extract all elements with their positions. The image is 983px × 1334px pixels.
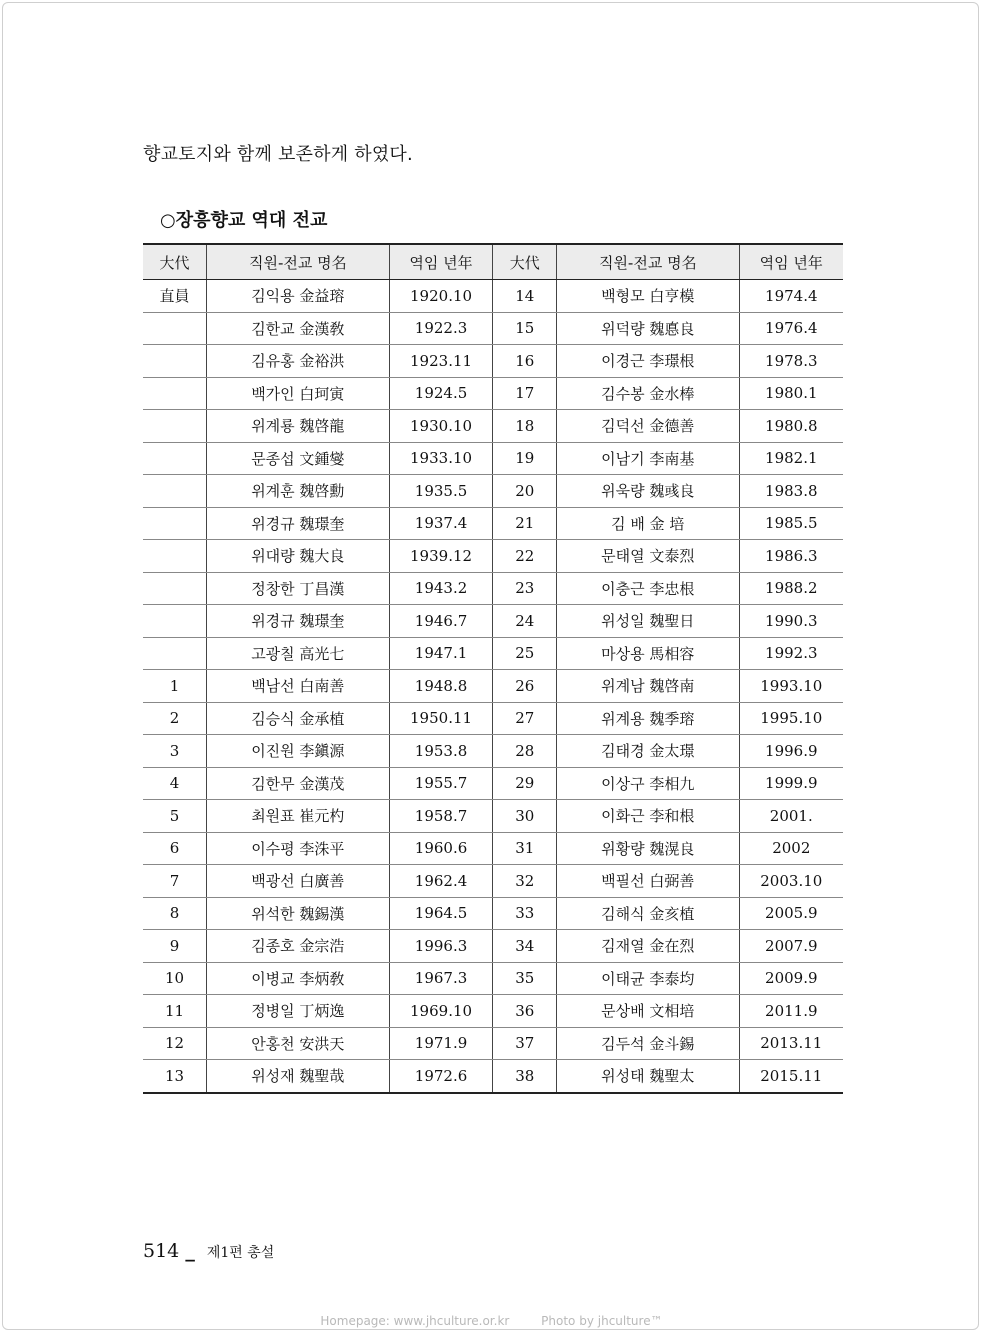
cell-era-right: 31: [493, 832, 557, 865]
cell-name-right: 문태열 文泰烈: [557, 540, 740, 573]
cell-year-right: 2002: [739, 832, 843, 865]
cell-name-left: 정창한 丁昌漢: [207, 572, 390, 605]
cell-name-left: 김종호 金宗浩: [207, 930, 390, 963]
cell-year-left: 1971.9: [389, 1027, 493, 1060]
officials-table: [143, 243, 843, 1094]
table-row: [143, 377, 843, 410]
cell-name-right: 위욱량 魏彧良: [557, 475, 740, 508]
cell-year-left: 1969.10: [389, 995, 493, 1028]
header-year-left: 역임 년年: [389, 244, 493, 280]
cell-year-left: 1950.11: [389, 702, 493, 735]
cell-year-left: 1930.10: [389, 410, 493, 443]
cell-name-right: 문상배 文相培: [557, 995, 740, 1028]
cell-year-left: 1937.4: [389, 507, 493, 540]
cell-year-left: 1972.6: [389, 1060, 493, 1093]
cell-era-left: [143, 345, 207, 378]
cell-name-left: 문종섭 文鍾燮: [207, 442, 390, 475]
cell-name-right: 마상용 馬相容: [557, 637, 740, 670]
cell-era-left: [143, 637, 207, 670]
cell-era-right: 35: [493, 962, 557, 995]
cell-name-right: 이충근 李忠根: [557, 572, 740, 605]
table-row: [143, 995, 843, 1028]
cell-era-right: 37: [493, 1027, 557, 1060]
cell-era-right: 21: [493, 507, 557, 540]
cell-name-right: 김수봉 金水棒: [557, 377, 740, 410]
cell-era-right: 26: [493, 670, 557, 703]
cell-name-right: 이화근 李和根: [557, 800, 740, 833]
table-row: [143, 962, 843, 995]
part-label: 제1편 총설: [206, 1245, 275, 1261]
table-row: [143, 572, 843, 605]
cell-year-left: 1948.8: [389, 670, 493, 703]
cell-name-left: 김한교 金漢敎: [207, 312, 390, 345]
cell-era-left: 4: [143, 767, 207, 800]
cell-era-right: 33: [493, 897, 557, 930]
cell-name-right: 이경근 李璟根: [557, 345, 740, 378]
cell-era-right: 18: [493, 410, 557, 443]
cell-name-right: 위계남 魏啓南: [557, 670, 740, 703]
intro-text: 향교토지와 함께 보존하게 하였다.: [143, 144, 413, 165]
cell-era-right: 14: [493, 280, 557, 313]
cell-year-right: 1974.4: [739, 280, 843, 313]
header-year-right: 역임 년年: [739, 244, 843, 280]
table-row: [143, 930, 843, 963]
cell-name-right: 김재열 金在烈: [557, 930, 740, 963]
cell-era-right: 19: [493, 442, 557, 475]
cell-era-left: [143, 605, 207, 638]
footer-separator: _: [185, 1240, 195, 1262]
cell-year-left: 1943.2: [389, 572, 493, 605]
cell-year-right: 1996.9: [739, 735, 843, 768]
table-row: [143, 897, 843, 930]
watermark: [0, 1314, 983, 1328]
cell-year-right: 1992.3: [739, 637, 843, 670]
cell-year-left: 1947.1: [389, 637, 493, 670]
cell-year-left: 1920.10: [389, 280, 493, 313]
cell-year-right: 2011.9: [739, 995, 843, 1028]
cell-era-right: 17: [493, 377, 557, 410]
table-row: [143, 832, 843, 865]
cell-era-right: 22: [493, 540, 557, 573]
cell-year-right: 2005.9: [739, 897, 843, 930]
cell-name-right: 김두석 金斗錫: [557, 1027, 740, 1060]
cell-year-right: 2009.9: [739, 962, 843, 995]
cell-year-right: 1986.3: [739, 540, 843, 573]
cell-era-left: 直員: [143, 280, 207, 313]
cell-era-right: 25: [493, 637, 557, 670]
cell-era-left: [143, 377, 207, 410]
cell-name-right: 김 배 金 培: [557, 507, 740, 540]
cell-era-left: [143, 507, 207, 540]
cell-name-left: 위계룡 魏啓龍: [207, 410, 390, 443]
cell-era-left: [143, 442, 207, 475]
cell-era-right: 15: [493, 312, 557, 345]
table-row: [143, 312, 843, 345]
table-row: [143, 605, 843, 638]
cell-era-left: 8: [143, 897, 207, 930]
header-era-right: 大代: [493, 244, 557, 280]
watermark-homepage: Homepage: www.jhculture.or.kr: [320, 1314, 510, 1328]
cell-year-left: 1962.4: [389, 865, 493, 898]
table-row: [143, 507, 843, 540]
cell-era-left: 10: [143, 962, 207, 995]
cell-name-left: 위석한 魏錫漢: [207, 897, 390, 930]
table-row: [143, 637, 843, 670]
table-row: [143, 670, 843, 703]
page-footer: [143, 1240, 274, 1262]
cell-name-left: 고광칠 高光七: [207, 637, 390, 670]
header-name-right: 직원-전교 명名: [557, 244, 740, 280]
cell-name-right: 이남기 李南基: [557, 442, 740, 475]
cell-name-left: 위경규 魏璟奎: [207, 605, 390, 638]
cell-year-right: 1999.9: [739, 767, 843, 800]
cell-era-left: [143, 312, 207, 345]
cell-era-left: 9: [143, 930, 207, 963]
cell-name-right: 위계용 魏季瑢: [557, 702, 740, 735]
cell-name-right: 백형모 白亨模: [557, 280, 740, 313]
cell-year-right: 2013.11: [739, 1027, 843, 1060]
cell-year-left: 1958.7: [389, 800, 493, 833]
cell-name-left: 안홍천 安洪天: [207, 1027, 390, 1060]
cell-year-right: 2001.: [739, 800, 843, 833]
table-row: [143, 767, 843, 800]
table-row: [143, 280, 843, 313]
cell-era-left: 5: [143, 800, 207, 833]
cell-era-right: 27: [493, 702, 557, 735]
table-row: [143, 475, 843, 508]
cell-era-right: 28: [493, 735, 557, 768]
cell-name-left: 이병교 李炳敎: [207, 962, 390, 995]
cell-era-left: 6: [143, 832, 207, 865]
cell-era-right: 36: [493, 995, 557, 1028]
cell-era-left: [143, 410, 207, 443]
cell-era-right: 29: [493, 767, 557, 800]
cell-name-right: 백필선 白弼善: [557, 865, 740, 898]
cell-year-right: 1985.5: [739, 507, 843, 540]
cell-name-right: 위덕량 魏悳良: [557, 312, 740, 345]
cell-year-right: 1982.1: [739, 442, 843, 475]
header-name-left: 직원-전교 명名: [207, 244, 390, 280]
cell-era-right: 34: [493, 930, 557, 963]
cell-name-right: 이상구 李相九: [557, 767, 740, 800]
cell-name-left: 김승식 金承植: [207, 702, 390, 735]
cell-era-left: 1: [143, 670, 207, 703]
cell-name-right: 위성일 魏聖日: [557, 605, 740, 638]
cell-name-left: 백남선 白南善: [207, 670, 390, 703]
cell-year-left: 1967.3: [389, 962, 493, 995]
cell-era-left: 7: [143, 865, 207, 898]
cell-era-right: 16: [493, 345, 557, 378]
cell-era-left: 12: [143, 1027, 207, 1060]
cell-year-right: 1983.8: [739, 475, 843, 508]
section-title: ○장흥향교 역대 전교: [160, 210, 328, 231]
cell-year-left: 1946.7: [389, 605, 493, 638]
cell-name-left: 김익용 金益瑢: [207, 280, 390, 313]
cell-era-left: [143, 540, 207, 573]
cell-name-right: 김덕선 金德善: [557, 410, 740, 443]
cell-era-left: [143, 475, 207, 508]
cell-year-right: 2007.9: [739, 930, 843, 963]
cell-era-left: 2: [143, 702, 207, 735]
cell-era-right: 24: [493, 605, 557, 638]
cell-era-left: 13: [143, 1060, 207, 1093]
cell-name-left: 위대량 魏大良: [207, 540, 390, 573]
watermark-photo: Photo by jhculture™: [541, 1314, 663, 1328]
cell-name-right: 김해식 金亥植: [557, 897, 740, 930]
cell-era-right: 30: [493, 800, 557, 833]
cell-year-left: 1935.5: [389, 475, 493, 508]
table-row: [143, 800, 843, 833]
table-row: [143, 442, 843, 475]
cell-era-right: 38: [493, 1060, 557, 1093]
table-row: [143, 735, 843, 768]
header-era-left: 大代: [143, 244, 207, 280]
cell-year-left: 1955.7: [389, 767, 493, 800]
table-row: [143, 865, 843, 898]
table-row: [143, 345, 843, 378]
cell-year-left: 1923.11: [389, 345, 493, 378]
cell-era-right: 32: [493, 865, 557, 898]
cell-name-left: 위성재 魏聖哉: [207, 1060, 390, 1093]
cell-year-right: 1993.10: [739, 670, 843, 703]
cell-era-right: 20: [493, 475, 557, 508]
cell-name-left: 정병일 丁炳逸: [207, 995, 390, 1028]
cell-year-left: 1996.3: [389, 930, 493, 963]
cell-year-left: 1933.10: [389, 442, 493, 475]
cell-year-right: 1990.3: [739, 605, 843, 638]
cell-name-left: 김한무 金漢茂: [207, 767, 390, 800]
cell-name-right: 김태경 金太璟: [557, 735, 740, 768]
cell-name-right: 이태균 李泰均: [557, 962, 740, 995]
cell-year-left: 1924.5: [389, 377, 493, 410]
table-row: [143, 1060, 843, 1093]
cell-year-right: 1988.2: [739, 572, 843, 605]
cell-name-right: 위황량 魏滉良: [557, 832, 740, 865]
cell-era-left: 11: [143, 995, 207, 1028]
cell-name-left: 이진원 李鎭源: [207, 735, 390, 768]
page-number: 514: [143, 1240, 180, 1262]
cell-name-left: 이수평 李洙平: [207, 832, 390, 865]
cell-name-left: 위계훈 魏啓勳: [207, 475, 390, 508]
cell-year-right: 1978.3: [739, 345, 843, 378]
cell-year-right: 2003.10: [739, 865, 843, 898]
cell-name-left: 최원표 崔元杓: [207, 800, 390, 833]
cell-name-left: 백가인 白珂寅: [207, 377, 390, 410]
cell-name-left: 백광선 白廣善: [207, 865, 390, 898]
cell-year-right: 2015.11: [739, 1060, 843, 1093]
cell-name-left: 김유홍 金裕洪: [207, 345, 390, 378]
table-row: [143, 702, 843, 735]
table-row: [143, 540, 843, 573]
cell-year-left: 1964.5: [389, 897, 493, 930]
cell-year-right: 1980.1: [739, 377, 843, 410]
cell-era-left: 3: [143, 735, 207, 768]
cell-year-left: 1939.12: [389, 540, 493, 573]
cell-year-left: 1953.8: [389, 735, 493, 768]
cell-year-left: 1960.6: [389, 832, 493, 865]
cell-year-right: 1976.4: [739, 312, 843, 345]
table-header-row: [143, 244, 843, 280]
table-row: [143, 410, 843, 443]
cell-era-right: 23: [493, 572, 557, 605]
cell-year-left: 1922.3: [389, 312, 493, 345]
table-row: [143, 1027, 843, 1060]
cell-year-right: 1995.10: [739, 702, 843, 735]
cell-year-right: 1980.8: [739, 410, 843, 443]
cell-name-right: 위성태 魏聖太: [557, 1060, 740, 1093]
cell-era-left: [143, 572, 207, 605]
cell-name-left: 위경규 魏璟奎: [207, 507, 390, 540]
